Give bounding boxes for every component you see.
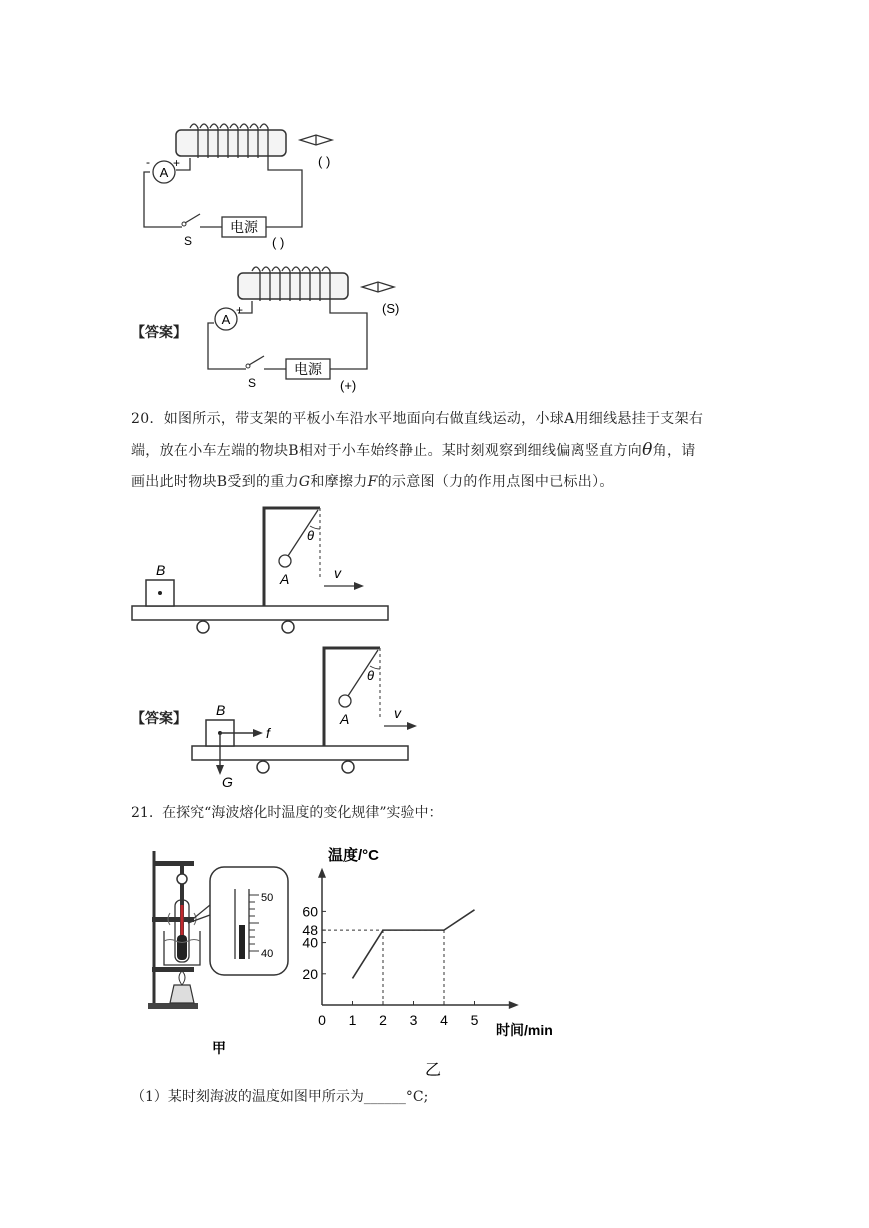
theta-label: θ — [367, 668, 375, 683]
figure-jia-caption: 甲 — [212, 1040, 226, 1056]
ammeter-minus: - — [146, 155, 150, 169]
cart-wheel-right — [282, 621, 294, 633]
x-tick-label: 1 — [348, 1012, 357, 1028]
compass-needle-icon — [362, 282, 394, 292]
cart-wheel-left — [197, 621, 209, 633]
y-tick-label: 40 — [302, 934, 318, 951]
block-b-label: B — [216, 702, 226, 718]
q20-line2-post: 角，请 — [652, 443, 696, 459]
ammeter-plus: + — [236, 303, 244, 317]
middle-clamp — [152, 917, 194, 922]
gravity-label: G — [222, 774, 233, 790]
y-tick-label: 20 — [302, 965, 318, 982]
hypo-sample — [177, 935, 187, 960]
x-axis-arrowhead — [509, 1001, 519, 1009]
x-tick-label: 4 — [440, 1012, 448, 1028]
q20-line3-post: 的示意图（力的作用点图中已标出）。 — [377, 474, 614, 490]
power-supply-label: 电源 — [294, 361, 322, 377]
gravity-symbol: G — [298, 474, 311, 490]
q20-line3-pre: 画出此时物块B受到的重力 — [131, 474, 299, 490]
ring-support — [152, 967, 194, 972]
y-tick-label: 60 — [302, 903, 318, 920]
y-axis-arrowhead — [318, 868, 326, 878]
needle-pole-blank: ( ) — [318, 154, 331, 169]
q20-number: 20. — [131, 411, 155, 427]
cart-support-frame — [324, 648, 380, 746]
stand-base — [148, 1003, 198, 1009]
velocity-arrowhead — [407, 722, 417, 730]
ball-a — [339, 695, 351, 707]
q21-sub1: （1）某时刻海波的温度如图甲所示为______°C; — [131, 1089, 429, 1105]
cart-board — [192, 746, 408, 760]
flame-icon — [179, 971, 185, 985]
solenoid-core — [238, 273, 348, 299]
q20-line2-pre: 端，放在小车左端的物块B相对于小车始终静止。某时刻观察到细线偏离竖直方向 — [131, 443, 643, 459]
answer20-label: 【答案】 — [131, 711, 187, 727]
q20-line1 — [131, 404, 751, 435]
q21-stem: 在探究“海波熔化时温度的变化规律”实验中： — [162, 805, 443, 821]
friction-symbol: F — [367, 474, 378, 490]
answer19-label: 【答案】 — [131, 325, 187, 341]
q20-cart-figure — [128, 500, 408, 640]
temperature-series-line — [353, 910, 475, 979]
q20-text — [131, 404, 751, 498]
velocity-label: v — [334, 565, 341, 581]
x-tick-label: 2 — [379, 1012, 387, 1028]
theta-symbol: θ — [642, 440, 653, 460]
answer20-cart-figure — [188, 640, 418, 790]
switch-lever — [185, 214, 200, 223]
velocity-arrowhead — [354, 582, 364, 590]
switch-label: S — [184, 234, 193, 248]
ammeter-label: A — [221, 312, 231, 327]
chart-ylabel: 温度/°C — [328, 847, 379, 864]
power-supply-label: 电源 — [230, 219, 258, 235]
q20-line1-text: 如图所示，带支架的平板小车沿水平地面向右做直线运动，小球A用细线悬挂于支架右 — [163, 411, 704, 427]
chart-xlabel: 时间/min — [496, 1022, 553, 1038]
cart-support-frame — [264, 508, 320, 606]
x-tick-label: 3 — [409, 1012, 418, 1028]
answer19-circuit-figure — [202, 265, 442, 395]
friction-label: f — [266, 725, 270, 741]
q20-line2 — [131, 435, 751, 467]
ball-a — [279, 555, 291, 567]
cart-board — [132, 606, 388, 620]
figure-yi-caption: 乙 — [425, 1062, 442, 1079]
alcohol-lamp — [170, 985, 194, 1003]
q20-line3-mid: 和摩擦力 — [310, 474, 368, 490]
q21-number: 21. — [131, 805, 154, 821]
zoom-scale-bottom: 40 — [261, 948, 274, 960]
block-b-point — [158, 591, 162, 595]
top-clamp — [154, 861, 194, 866]
temperature-time-chart — [300, 835, 580, 1080]
q21-text — [131, 802, 443, 822]
cart-wheel-right — [342, 761, 354, 773]
ammeter-label: A — [159, 165, 169, 180]
y-tick-label: 48 — [302, 922, 318, 939]
zoom-liquid-column — [239, 925, 245, 959]
x-tick-label: 0 — [318, 1012, 326, 1028]
q20-line3 — [131, 467, 751, 498]
solenoid-core — [176, 130, 286, 156]
q19-circuit-figure — [140, 120, 380, 255]
x-tick-label: 5 — [470, 1012, 479, 1028]
switch-label: S — [248, 376, 257, 390]
block-b-label: B — [156, 562, 166, 578]
answer-power-pole: (+) — [340, 378, 357, 393]
answer-needle-pole: (S) — [382, 301, 400, 316]
switch-lever — [249, 356, 264, 365]
cart-wheel-left — [257, 761, 269, 773]
apparatus-figure — [140, 845, 300, 1060]
zoom-scale-top: 50 — [261, 892, 274, 904]
thermometer-top — [177, 874, 187, 884]
ammeter-plus: + — [173, 156, 181, 170]
ball-a-label: A — [340, 711, 350, 727]
theta-label: θ — [307, 528, 315, 543]
compass-needle-icon — [300, 135, 332, 145]
power-pole-blank: ( ) — [272, 235, 285, 250]
ball-a-label: A — [280, 571, 290, 587]
friction-arrowhead — [253, 729, 263, 737]
velocity-label: v — [394, 705, 401, 721]
